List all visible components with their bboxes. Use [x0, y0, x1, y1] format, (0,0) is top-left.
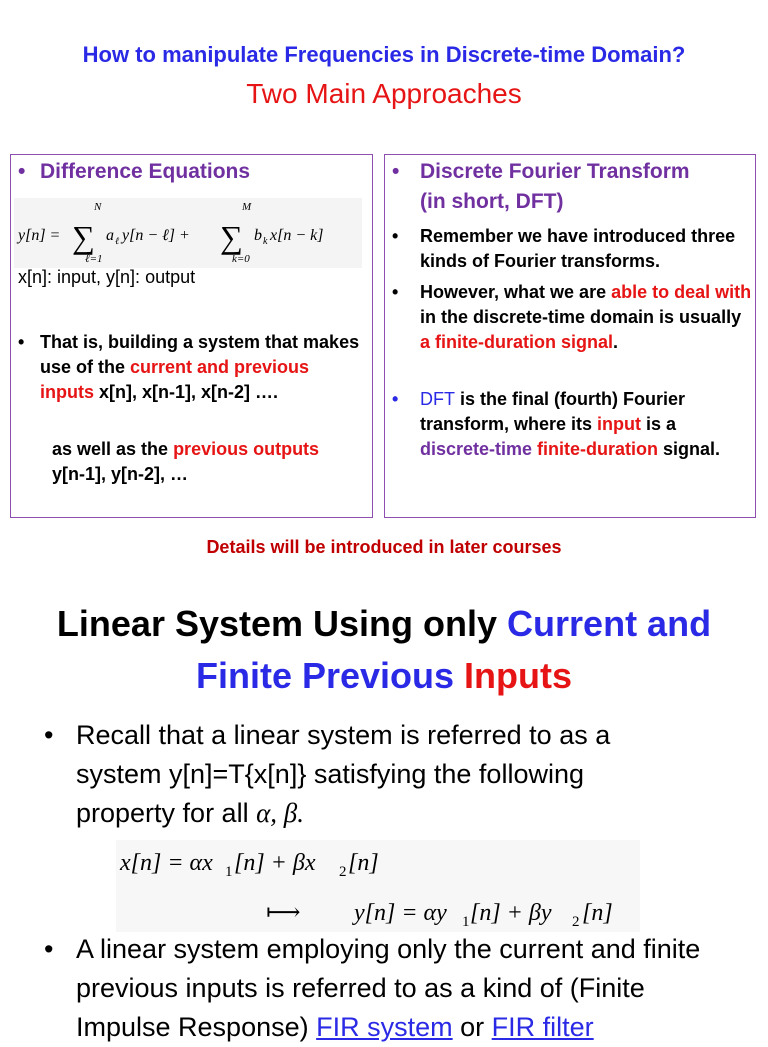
svg-text:∑: ∑ [72, 219, 95, 255]
linearity-equation-formula [116, 840, 640, 932]
svg-text:k: k [263, 236, 268, 247]
slide-subtitle: Two Main Approaches [246, 78, 522, 109]
svg-text:N: N [94, 201, 102, 213]
svg-text:[n]: [n] [348, 850, 379, 876]
slide2-bullet-1-text: Recall that a linear system is referred to as a system y[n]=T{x[n]} satisfying the following property for all α, β. [76, 720, 611, 828]
svg-text:[n]: [n] [582, 900, 613, 926]
difference-equation-formula [14, 198, 362, 268]
right-bullet-1-text: Remember we have introduced three kinds of Fourier transforms. [420, 226, 736, 271]
svg-text:1: 1 [225, 864, 233, 880]
svg-text:x[n − k]: x[n − k] [270, 227, 324, 244]
slide2-bullet-1 [44, 716, 644, 833]
svg-text:x[n] = αx: x[n] = αx [120, 850, 213, 876]
bullet-icon: • [392, 226, 399, 246]
svg-text:ℓ=1: ℓ=1 [85, 253, 103, 265]
svg-text:y[n] =: y[n] = [18, 227, 61, 244]
left-bullet-text: That is, building a system that makes use of the current and previous inputs x[n], x[n-1], x[n-2] …. [40, 332, 360, 402]
right-bullet-2-text: However, what we are able to deal with in the discrete-time domain is usually a finite-duration signal. [420, 282, 752, 352]
bullet-icon: • [18, 160, 26, 183]
left-bullet [18, 330, 366, 405]
svg-text:k=0: k=0 [232, 253, 250, 265]
right-heading-row [392, 157, 752, 217]
svg-text:[n] + βx: [n] + βx [234, 850, 316, 876]
bullet-icon: • [392, 389, 399, 409]
slide2-bullet-2-text: A linear system employing only the current and finite previous inputs is referred to as a kind of (Finite Impulse Response) FIR system or FIR filter [76, 934, 701, 1042]
difference-equation [14, 198, 362, 268]
right-bullet-3 [392, 387, 752, 462]
right-bullet-1 [392, 224, 752, 274]
slide-title: How to manipulate Frequencies in Discrete-time Domain? [82, 42, 686, 67]
bullet-icon: • [18, 332, 25, 352]
left-continuation: as well as the previous outputs y[n-1], y[n-2], … [52, 439, 320, 484]
right-heading: Discrete Fourier Transform (in short, DFT) [420, 160, 690, 213]
bullet-icon: • [44, 720, 54, 750]
svg-text:∑: ∑ [220, 219, 243, 255]
right-bullet-2 [392, 280, 752, 355]
left-heading: Difference Equations [40, 160, 251, 183]
svg-text:b: b [254, 227, 262, 244]
svg-text:ℓ: ℓ [115, 236, 120, 247]
svg-text:⟼: ⟼ [266, 900, 301, 926]
svg-text:M: M [242, 201, 252, 213]
bullet-icon: • [392, 282, 399, 302]
bullet-icon: • [44, 934, 54, 964]
bullet-icon: • [392, 160, 400, 183]
slide2-bullet-2 [44, 930, 744, 1047]
svg-text:1: 1 [462, 914, 470, 930]
svg-text:2: 2 [339, 864, 347, 880]
io-note: x[n]: input, y[n]: output [18, 267, 196, 287]
slide2-title: Linear System Using only Current and Finite Previous Inputs [56, 603, 712, 696]
details-note: Details will be introduced in later courses [206, 537, 562, 557]
right-bullet-3-text: DFT is the final (fourth) Fourier transform, where its input is a discrete-time finite-duration signal. [420, 389, 721, 459]
svg-text:a: a [106, 227, 114, 244]
svg-text:2: 2 [572, 914, 580, 930]
svg-text:y[n] = αy: y[n] = αy [354, 900, 447, 926]
svg-text:y[n − ℓ] +: y[n − ℓ] + [122, 227, 190, 244]
linearity-equation [116, 840, 640, 932]
left-heading-row [18, 157, 368, 187]
svg-text:[n] + βy: [n] + βy [470, 900, 552, 926]
